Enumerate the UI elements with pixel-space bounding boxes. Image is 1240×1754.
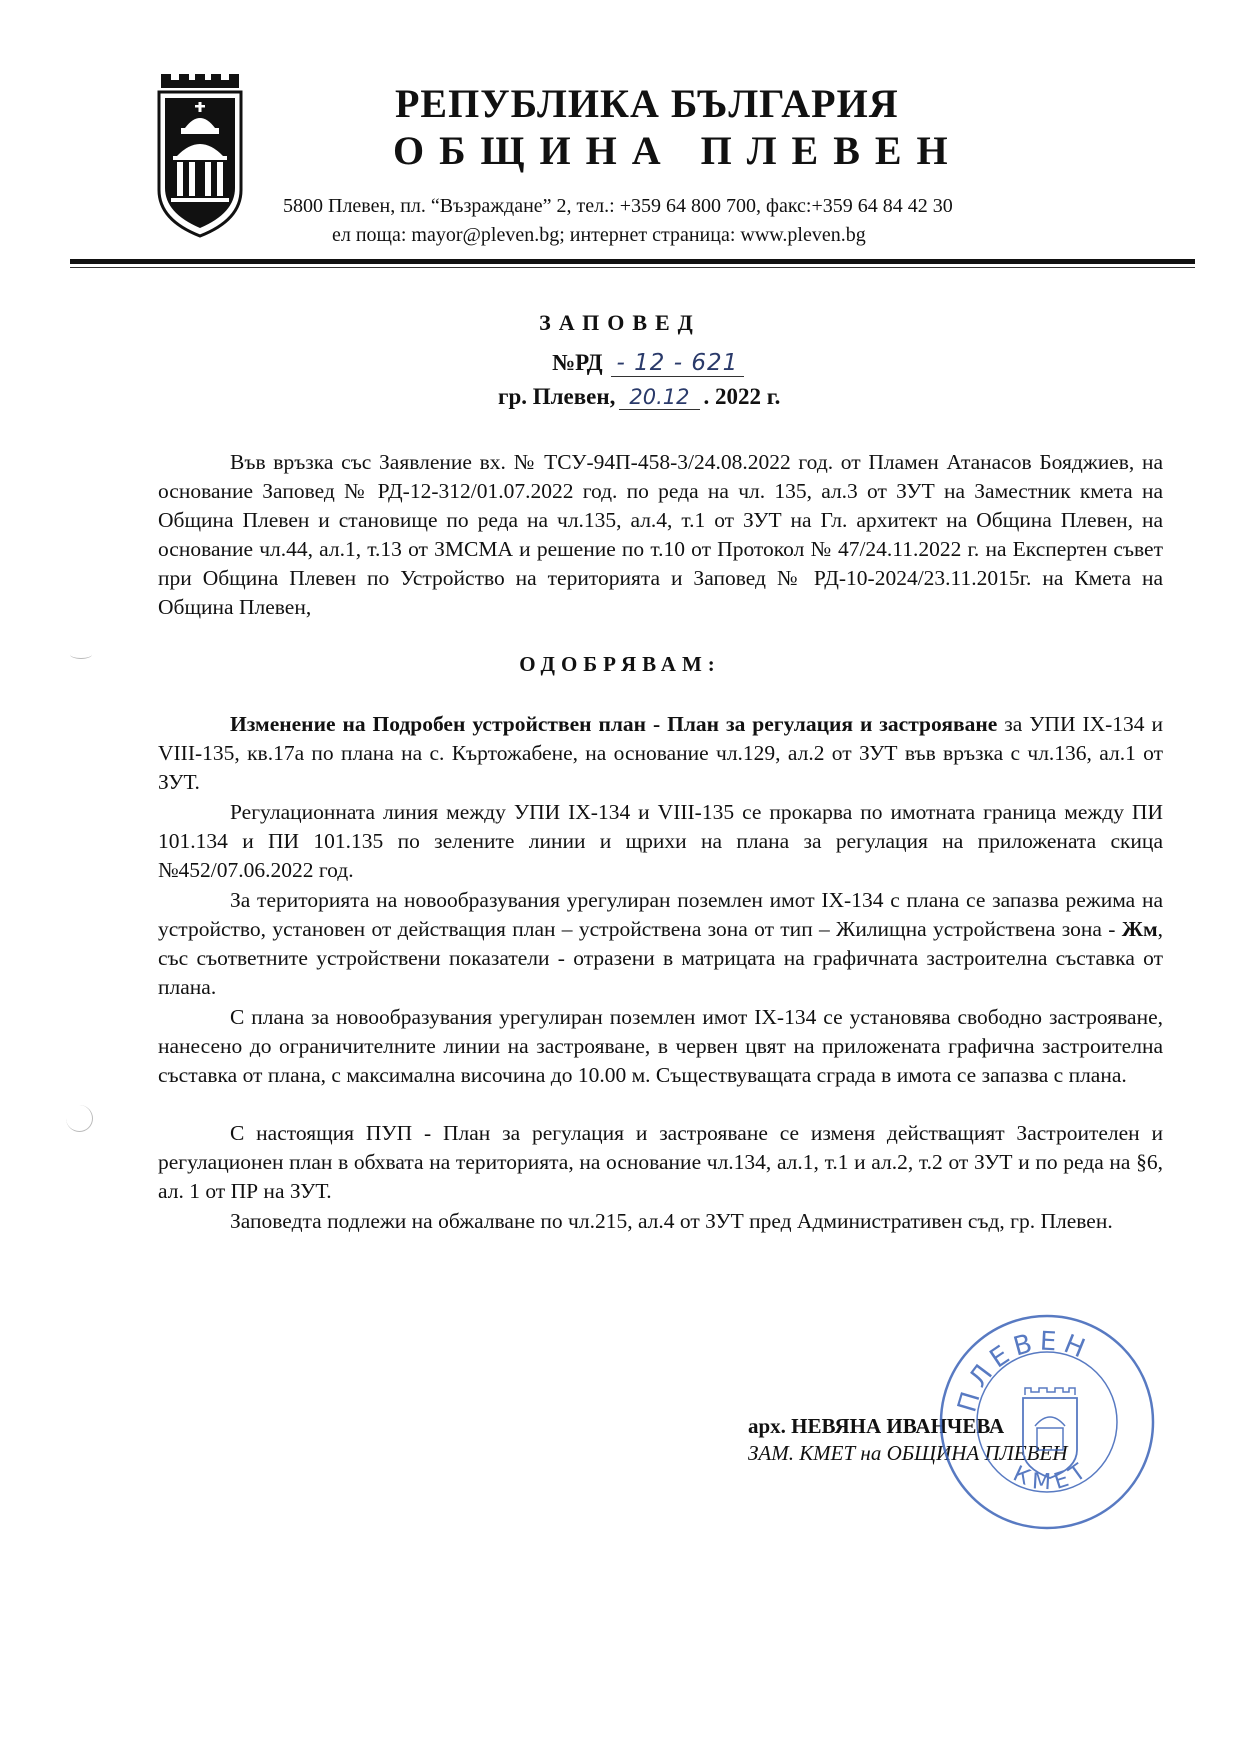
header-title-municipality: ОБЩИНА ПЛЕВЕН bbox=[393, 128, 963, 173]
paragraph-pup-change: С настоящия ПУП - План за регулация и застрояване се изменя действащият Застроителен и регулационен план в обхвата на територията, на основание чл.134, ал.1, т.1 и ал.2, т.2 от ЗУТ и по реда на §6, ал. 1 от ПР на ЗУТ. bbox=[158, 1121, 1163, 1203]
order-title: ЗАПОВЕД bbox=[539, 310, 701, 335]
order-number-handwritten: - 12 - 621 bbox=[611, 350, 745, 377]
signatory-title: ЗАМ. КМЕТ на ОБЩИНА ПЛЕВЕН bbox=[748, 1441, 1068, 1465]
paragraph-appeal: Заповедта подлежи на обжалване по чл.215, ал.4 от ЗУТ пред Административен съд, гр. Плевен. bbox=[230, 1209, 1113, 1233]
scan-mark bbox=[66, 1105, 93, 1132]
territory-mode-start: За територията на новообразувания урегулиран поземлен имот IX-134 с плана се запазва режима на устройство, установен от действащия план – устройствена зона от тип – Жилищна устройствена зона - bbox=[158, 888, 1163, 941]
scan-mark bbox=[70, 650, 92, 659]
order-date-handwritten: 20.12 bbox=[619, 385, 699, 410]
plan-change-bold: Изменение на Подробен устройствен план - План за регулация и застрояване bbox=[230, 712, 998, 736]
paragraph-regulation-line: Регулационната линия между УПИ IX-134 и VIII-135 се прокарва по имотната граница между ПИ 101.134 и ПИ 101.135 по зелените линии и щрихи на плана за регулация на приложената скица №452/07.06.2022 год. bbox=[158, 800, 1163, 882]
stamp-text-bottom: КМЕТ bbox=[1009, 1456, 1096, 1496]
municipal-stamp bbox=[935, 1310, 1160, 1535]
territory-mode-end: , със съответните устройствени показатели - отразени в матрицата на графичната застроителна съставка от плана. bbox=[158, 917, 1163, 999]
paragraph-territory-mode bbox=[158, 886, 1163, 1002]
pleven-crest-logo bbox=[155, 70, 245, 240]
intro-paragraph: Във връзка със Заявление вх. № ТСУ-94П-458-3/24.08.2022 год. от Пламен Атанасов Бояджиев, на основание Заповед № РД-12-312/01.07.2022 год. по реда на чл. 135, ал.3 от ЗУТ на Заместник кмета на Община Плевен и становище по реда на чл.135, ал.4, т.1 от ЗУТ на Гл. архитект на Община Плевен, на основание чл.44, ал.1, т.13 от ЗМСМА и решение по т.10 от Протокол № 47/24.11.2022 г. на Експертен съвет при Община Плевен по Устройство на територията и Заповед № РД-10-2024/23.11.2015г. на Кмета на Община Плевен, bbox=[158, 450, 1163, 619]
order-number bbox=[552, 350, 744, 376]
paragraph-plan-change bbox=[158, 710, 1163, 797]
order-year: . 2022 г. bbox=[703, 384, 781, 409]
zone-code-bold: Жм bbox=[1121, 917, 1158, 941]
order-number-prefix: №РД bbox=[552, 350, 603, 375]
header-divider-thick bbox=[70, 259, 1195, 264]
svg-text:КМЕТ bbox=[1009, 1456, 1095, 1496]
order-place: гр. Плевен, bbox=[498, 384, 616, 409]
plan-change-rest: за УПИ IX-134 и VIII-135, кв.17а по плана на с. Къртожабене, на основание чл.129, ал.2 от ЗУТ във връзка с чл.136, ал.1 от ЗУТ. bbox=[158, 712, 1163, 794]
order-place-date bbox=[498, 384, 780, 410]
signatory-name: арх. НЕВЯНА ИВАНЧЕВА bbox=[748, 1414, 1005, 1438]
paragraph-free-construction: С плана за новообразувания урегулиран поземлен имот IX-134 се установява свободно застрояване, нанесено до ограничителните линии на застрояване, в червен цвят на приложената графична застроителна съставка от плана, с максимална височина до 10.00 м. Съществуващата сграда в имота се запазва с плана. bbox=[158, 1005, 1163, 1087]
header-title-republic: РЕПУБЛИКА БЪЛГАРИЯ bbox=[395, 81, 899, 126]
approve-heading: ОДОБРЯВАМ: bbox=[519, 652, 721, 676]
header-contact-address: 5800 Плевен, пл. “Възраждане” 2, тел.: +359 64 800 700, факс:+359 64 84 42 30 bbox=[283, 195, 953, 217]
header-divider-thin bbox=[70, 267, 1195, 268]
stamp-text-top: ПЛЕВЕН bbox=[952, 1326, 1095, 1416]
header-contact-web: ел поща: mayor@pleven.bg; интернет страница: www.pleven.bg bbox=[332, 224, 866, 246]
